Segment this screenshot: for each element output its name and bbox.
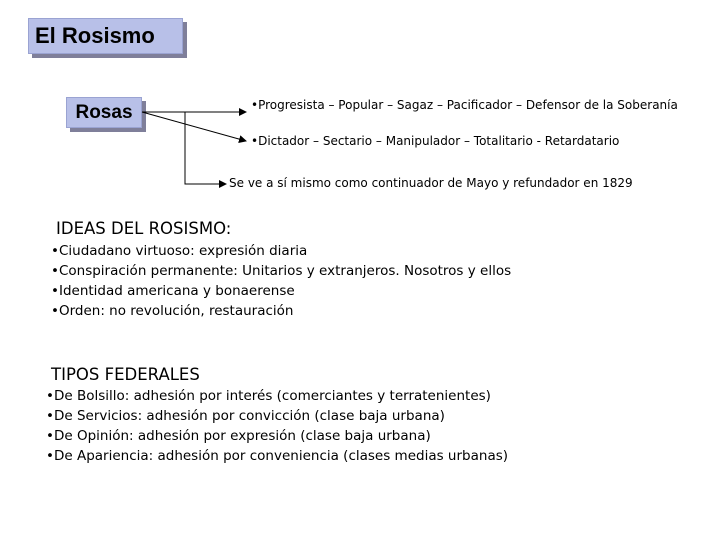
ideas-item: •Identidad americana y bonaerense — [51, 283, 295, 299]
ideas-item: •Conspiración permanente: Unitarios y extranjeros. Nosotros y ellos — [51, 263, 512, 279]
tipos-heading: TIPOS FEDERALES — [51, 365, 200, 384]
rosas-trait-negative: •Dictador – Sectario – Manipulador – Totalitario - Retardatario — [251, 134, 620, 148]
rosas-box: Rosas — [66, 97, 142, 128]
tipos-item: •De Servicios: adhesión por convicción (clase baja urbana) — [46, 408, 445, 424]
page-title: El Rosismo — [28, 18, 183, 54]
tipos-item: •De Apariencia: adhesión por conveniencia (clases medias urbanas) — [46, 448, 509, 464]
tipos-item: •De Bolsillo: adhesión por interés (comerciantes y terratenientes) — [46, 388, 491, 404]
tipos-item: •De Opinión: adhesión por expresión (clase baja urbana) — [46, 428, 431, 444]
arrow-to-self-view — [185, 112, 226, 184]
rosas-self-view: Se ve a sí mismo como continuador de Mayo y refundador en 1829 — [229, 176, 633, 190]
arrow-to-traits-2 — [142, 112, 246, 141]
ideas-item: •Ciudadano virtuoso: expresión diaria — [51, 243, 308, 259]
ideas-heading: IDEAS DEL ROSISMO: — [56, 219, 232, 238]
rosas-trait-positive: •Progresista – Popular – Sagaz – Pacificador – Defensor de la Soberanía — [251, 98, 678, 112]
ideas-item: •Orden: no revolución, restauración — [51, 303, 294, 319]
